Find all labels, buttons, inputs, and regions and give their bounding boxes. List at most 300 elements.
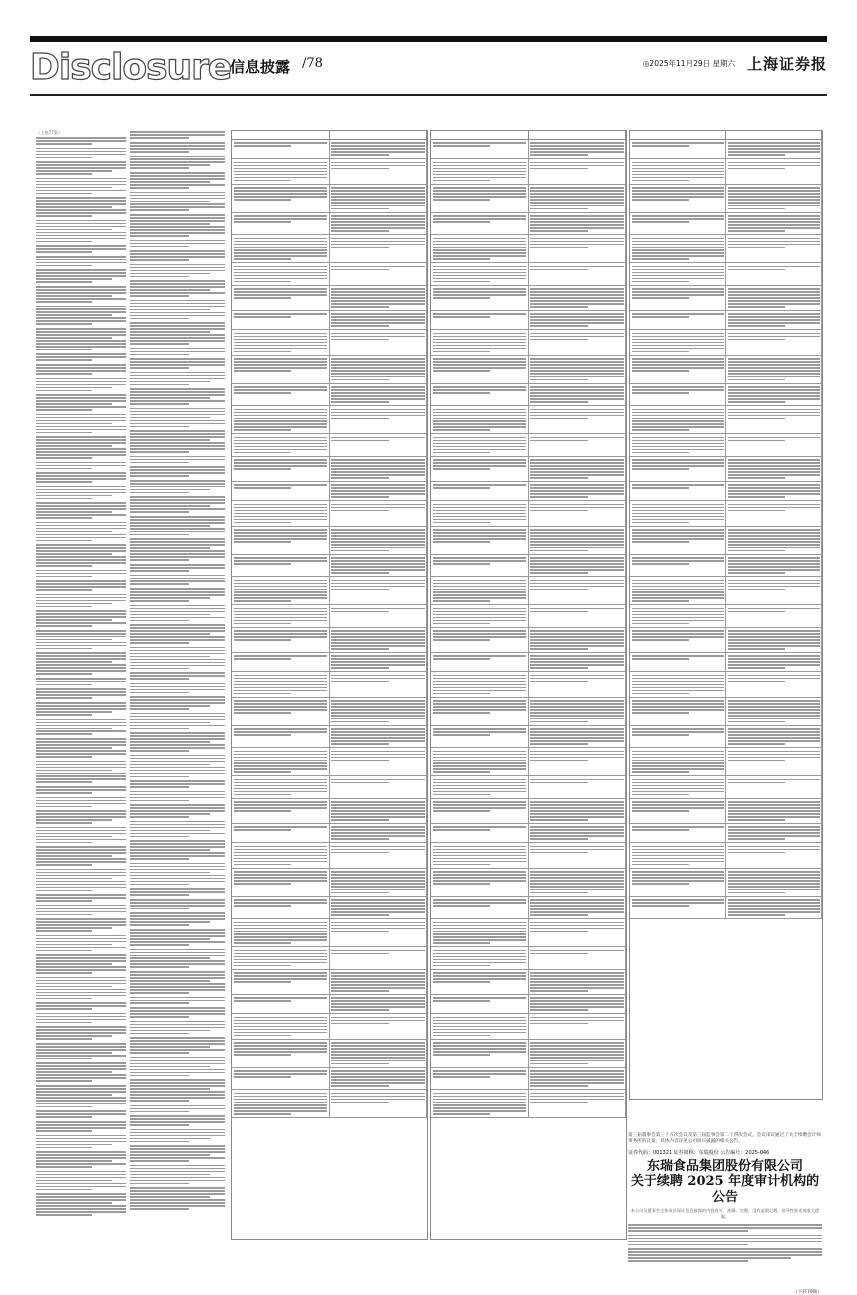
text-line: [36, 475, 126, 477]
text-line: [36, 1071, 112, 1073]
text-line: [433, 762, 527, 764]
text-line: [331, 569, 425, 571]
text-line: [433, 316, 491, 318]
text-line: [530, 376, 624, 378]
text-line: [433, 221, 491, 223]
text-line: [130, 1154, 210, 1156]
text-line: [234, 754, 328, 756]
text-line: [36, 770, 112, 772]
text-line: [36, 540, 92, 542]
text-line: [632, 142, 724, 144]
table-cell: [330, 748, 428, 775]
text-line: [36, 200, 126, 202]
text-line: [234, 288, 328, 290]
text-line: [632, 370, 689, 372]
text-line: [530, 678, 624, 680]
text-line: [130, 348, 225, 350]
table-row: [431, 947, 626, 969]
table-cell: [529, 799, 627, 823]
text-line: [234, 484, 328, 486]
text-line: [331, 316, 425, 318]
text-line: [36, 486, 126, 488]
text-line: [36, 887, 126, 889]
text-line: [36, 861, 126, 863]
text-line: [628, 1257, 791, 1259]
text-line: [36, 212, 126, 214]
text-column-2: [130, 130, 225, 1240]
table-cell: [630, 843, 726, 867]
text-line: [433, 255, 527, 257]
text-line: [331, 199, 425, 201]
paragraph-block: [130, 564, 225, 572]
text-line: [130, 1108, 225, 1110]
text-line: [130, 708, 189, 710]
text-line: [130, 1177, 225, 1179]
table-cell: [330, 843, 428, 867]
text-line: [36, 394, 126, 396]
text-line: [234, 861, 328, 863]
paragraph-block: [130, 888, 225, 896]
text-line: [530, 510, 588, 512]
text-line: [728, 648, 785, 650]
table-row: [431, 970, 626, 995]
text-line: [331, 709, 425, 711]
text-line: [728, 566, 820, 568]
text-line: [234, 278, 328, 280]
text-line: [433, 731, 527, 733]
text-line: [433, 244, 527, 246]
table-cell: [330, 527, 428, 554]
text-line: [331, 1020, 425, 1022]
text-line: [331, 740, 425, 742]
text-line: [36, 775, 126, 777]
paragraph-block: [130, 172, 225, 189]
text-line: [530, 215, 624, 217]
text-line: [433, 728, 527, 730]
table-cell: [529, 286, 627, 310]
text-line: [130, 283, 225, 285]
text-line: [234, 959, 328, 961]
text-line: [36, 409, 92, 411]
text-line: [632, 484, 724, 486]
text-line: [433, 953, 527, 955]
text-line: [433, 959, 527, 961]
table-row: [232, 1040, 427, 1068]
text-line: [36, 846, 126, 848]
table-cell: [726, 748, 822, 775]
text-line: [530, 306, 588, 308]
paragraph-block: [36, 436, 126, 458]
issue-date: ◎2025年11月29日 星期六: [642, 59, 735, 68]
text-line: [530, 849, 624, 851]
text-line: [728, 392, 820, 394]
text-line: [130, 955, 225, 957]
text-line: [632, 611, 724, 613]
text-line: [36, 767, 126, 769]
text-line: [130, 997, 225, 999]
text-line: [234, 255, 328, 257]
text-line: [632, 899, 724, 901]
text-line: [728, 835, 820, 837]
table-row: [431, 628, 626, 653]
paragraph-block: [36, 719, 126, 736]
text-line: [130, 869, 225, 871]
table-cell: [630, 140, 726, 158]
text-line: [130, 1066, 210, 1068]
text-line: [433, 426, 527, 428]
paragraph-block: [130, 358, 225, 369]
section-title: 信息披露: [230, 58, 291, 76]
text-line: [331, 437, 425, 439]
text-line: [433, 583, 527, 585]
text-line: [530, 145, 624, 147]
text-line: [234, 942, 292, 944]
text-line: [130, 761, 225, 763]
text-line: [433, 507, 527, 509]
text-line: [36, 1035, 112, 1037]
text-line: [36, 1013, 126, 1015]
paragraph-block: [130, 647, 225, 669]
text-line: [433, 294, 527, 296]
text-line: [728, 535, 820, 537]
text-line: [728, 608, 820, 610]
text-line: [36, 930, 92, 932]
text-line: [36, 652, 126, 654]
text-line: [130, 836, 189, 838]
table-row: [630, 843, 822, 868]
text-line: [331, 779, 425, 781]
table-cell: [232, 1068, 330, 1089]
text-line: [130, 264, 225, 266]
text-line: [632, 760, 724, 762]
text-line: [234, 196, 328, 198]
text-line: [433, 1076, 491, 1078]
table-row: [232, 698, 427, 726]
text-line: [36, 553, 112, 555]
text-line: [130, 192, 225, 194]
text-line: [130, 647, 225, 649]
text-line: [728, 541, 820, 543]
text-line: [130, 725, 225, 727]
text-line: [632, 437, 724, 439]
text-line: [433, 1048, 527, 1050]
text-line: [632, 703, 724, 705]
text-line: [331, 580, 425, 582]
text-line: [36, 178, 126, 180]
text-line: [530, 889, 624, 891]
text-line: [234, 681, 328, 683]
text-line: [530, 728, 624, 730]
text-line: [36, 972, 92, 974]
table-row: [630, 698, 822, 726]
text-line: [331, 370, 425, 372]
text-line: [433, 462, 527, 464]
text-line: [530, 712, 624, 714]
text-line: [331, 148, 425, 150]
table-row: [232, 434, 427, 456]
text-line: [234, 412, 328, 414]
text-line: [36, 245, 126, 247]
text-line: [632, 734, 689, 736]
text-line: [331, 648, 389, 650]
text-line: [36, 881, 126, 883]
text-line: [530, 196, 624, 198]
table-cell: [431, 263, 529, 284]
text-line: [632, 810, 689, 812]
paragraph-block: [36, 197, 126, 217]
text-line: [728, 398, 820, 400]
text-line: [234, 614, 328, 616]
table-cell: [330, 776, 428, 797]
text-line: [36, 872, 126, 874]
text-line: [234, 258, 292, 260]
table-cell: [529, 628, 627, 652]
text-line: [130, 181, 210, 183]
text-line: [433, 639, 491, 641]
text-line: [632, 459, 724, 461]
text-line: [130, 516, 225, 518]
table-cell: [529, 1014, 627, 1038]
table-row: [431, 434, 626, 456]
text-line: [728, 816, 820, 818]
text-line: [530, 908, 624, 910]
text-line: [433, 281, 491, 283]
text-line: [36, 678, 126, 680]
text-line: [433, 684, 527, 686]
text-line: [130, 178, 225, 180]
text-line: [36, 1088, 126, 1090]
paragraph-block: [130, 264, 225, 278]
table-cell: [431, 330, 529, 354]
text-line: [331, 241, 425, 243]
text-line: [530, 538, 624, 540]
table-cell: [330, 605, 428, 626]
text-line: [130, 924, 189, 926]
text-line: [433, 541, 491, 543]
paragraph-block: [130, 348, 225, 356]
table-cell: [630, 776, 726, 797]
text-line: [36, 343, 126, 345]
text-line: [130, 696, 225, 698]
text-line: [530, 655, 624, 657]
text-line: [36, 215, 92, 217]
text-line: [530, 247, 588, 249]
text-line: [433, 1023, 527, 1025]
text-line: [331, 303, 425, 305]
text-line: [36, 897, 126, 899]
text-line: [530, 782, 588, 784]
paragraph-block: [36, 394, 126, 411]
table-row: [232, 605, 427, 627]
text-line: [530, 437, 624, 439]
text-line: [728, 379, 785, 381]
text-line: [36, 157, 92, 159]
text-line: [433, 855, 527, 857]
text-line: [36, 148, 126, 150]
text-line: [234, 978, 328, 980]
text-line: [130, 430, 225, 432]
text-line: [530, 547, 624, 549]
text-line: [632, 218, 724, 220]
text-line: [36, 750, 126, 752]
text-line: [36, 514, 126, 516]
paragraph-block: [36, 544, 126, 566]
text-line: [36, 522, 126, 524]
text-line: [331, 908, 425, 910]
text-line: [331, 386, 425, 388]
text-line: [433, 468, 491, 470]
paragraph-block: [36, 935, 126, 952]
table-cell: [431, 698, 529, 725]
text-line: [530, 589, 588, 591]
text-line: [632, 706, 724, 708]
text-line: [433, 258, 491, 260]
text-line: [36, 356, 126, 358]
text-line: [130, 971, 225, 973]
table-row: [232, 970, 427, 995]
text-line: [234, 1076, 292, 1078]
text-line: [130, 1165, 225, 1167]
paragraph-block: [36, 688, 126, 699]
text-line: [632, 636, 724, 638]
text-line: [331, 398, 425, 400]
table-row: [630, 356, 822, 384]
text-line: [632, 560, 724, 562]
table-cell: [232, 330, 330, 354]
paragraph-block: [130, 1079, 225, 1101]
text-line: [728, 215, 820, 217]
text-line: [728, 636, 820, 638]
text-line: [433, 269, 527, 271]
text-line: [36, 884, 126, 886]
text-line: [36, 286, 126, 288]
text-line: [628, 1260, 748, 1262]
text-line: [530, 1051, 624, 1053]
text-line: [632, 864, 689, 866]
table-cell: [330, 501, 428, 525]
text-line: [530, 953, 588, 955]
text-line: [728, 889, 820, 891]
text-line: [331, 1051, 425, 1053]
text-line: [36, 839, 126, 841]
text-line: [36, 583, 126, 585]
text-line: [36, 556, 126, 558]
text-line: [331, 247, 389, 249]
text-line: [728, 569, 820, 571]
table-cell: [232, 628, 330, 652]
table-cell: [529, 457, 627, 481]
paragraph-block: [130, 480, 225, 494]
table-cell: [330, 653, 428, 671]
paragraph-block: [36, 810, 126, 824]
text-line: [234, 291, 328, 293]
text-line: [728, 807, 820, 809]
text-line: [234, 462, 328, 464]
text-line: [530, 633, 624, 635]
table-cell: [529, 653, 627, 671]
text-line: [36, 705, 126, 707]
text-line: [331, 608, 425, 610]
text-line: [36, 1049, 126, 1051]
text-line: [130, 636, 225, 638]
text-line: [530, 911, 624, 913]
text-line: [36, 292, 126, 294]
text-line: [433, 623, 491, 625]
text-line: [36, 914, 92, 916]
text-line: [234, 810, 292, 812]
paragraph-block: [130, 780, 225, 788]
text-line: [433, 484, 527, 486]
text-line: [130, 1049, 225, 1051]
text-line: [530, 715, 624, 717]
table-cell: [330, 457, 428, 481]
text-line: [36, 966, 126, 968]
text-line: [36, 1121, 126, 1123]
text-line: [36, 842, 92, 844]
text-line: [728, 661, 820, 663]
text-line: [36, 295, 112, 297]
paragraph-block: [628, 1235, 822, 1246]
text-line: [130, 367, 189, 369]
text-line: [433, 594, 527, 596]
table-row: [431, 1090, 626, 1118]
text-line: [36, 927, 112, 929]
text-line: [331, 490, 425, 492]
table-row: [431, 555, 626, 577]
text-line: [632, 336, 724, 338]
text-line: [632, 801, 724, 803]
text-line: [728, 829, 820, 831]
text-line: [433, 297, 491, 299]
table-row: [431, 995, 626, 1014]
text-line: [234, 807, 328, 809]
text-line: [728, 487, 820, 489]
text-line: [234, 437, 328, 439]
text-line: [130, 1091, 225, 1093]
text-line: [728, 395, 820, 397]
text-line: [530, 664, 624, 666]
table-row: [232, 185, 427, 213]
text-line: [530, 187, 624, 189]
text-line: [130, 594, 225, 596]
text-line: [530, 241, 624, 243]
text-line: [130, 662, 225, 664]
text-line: [130, 1141, 189, 1143]
announcement-title: 关于续聘 2025 年度审计机构的公告: [630, 1174, 820, 1205]
text-line: [331, 1099, 425, 1101]
text-line: [234, 449, 328, 451]
text-line: [433, 939, 527, 941]
text-line: [632, 620, 724, 622]
text-line: [234, 690, 328, 692]
paragraph-block: [36, 702, 126, 716]
text-line: [36, 248, 126, 250]
text-line: [36, 1193, 126, 1195]
text-line: [36, 714, 92, 716]
text-line: [36, 810, 126, 812]
table-cell: [726, 159, 822, 183]
text-line: [234, 600, 292, 602]
table-cell: [431, 799, 529, 823]
table-cell: [431, 897, 529, 918]
text-line: [632, 196, 724, 198]
text-line: [433, 902, 527, 904]
text-line: [728, 208, 785, 210]
text-line: [130, 905, 225, 907]
text-line: [130, 744, 225, 746]
text-line: [234, 142, 328, 144]
text-line: [36, 855, 112, 857]
